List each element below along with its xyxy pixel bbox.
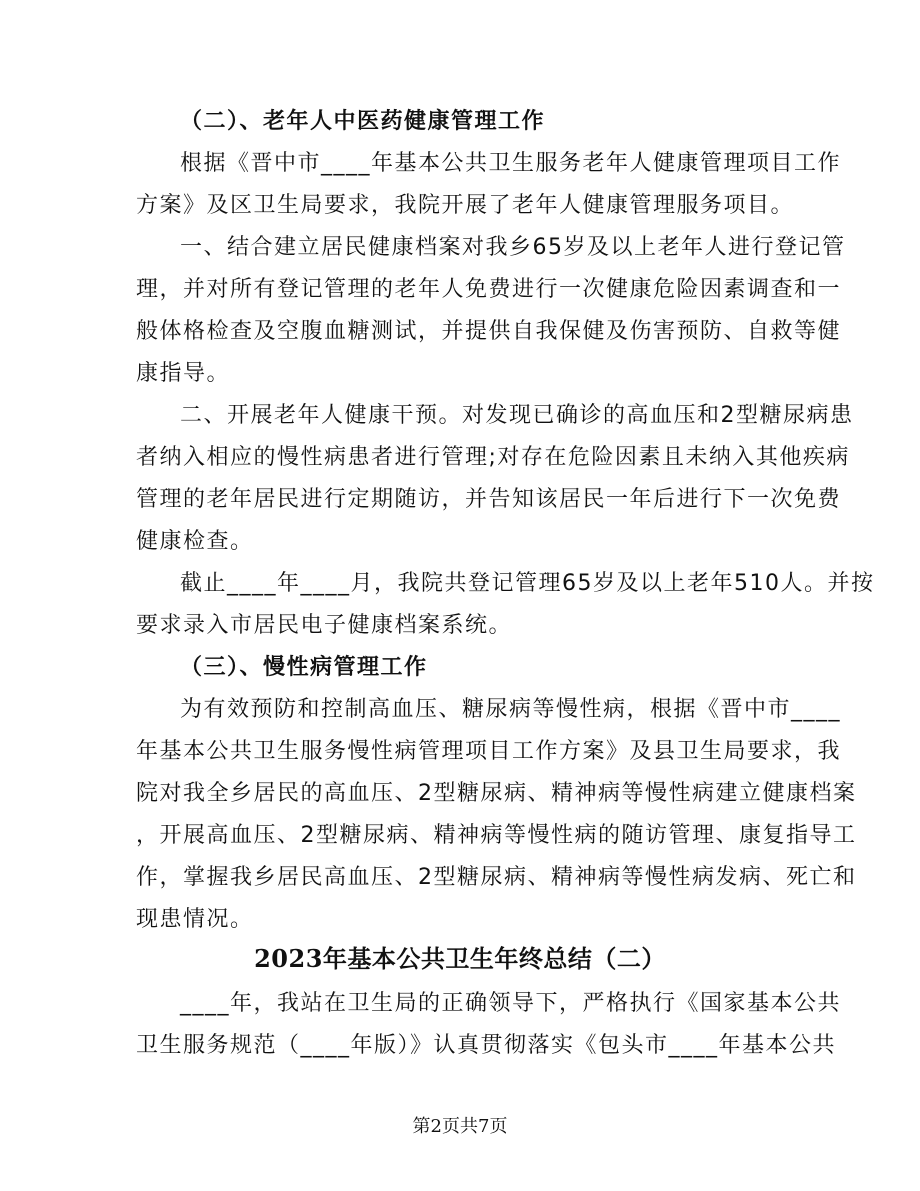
paragraph-line: 康指导。	[136, 361, 231, 386]
document-section-title: 2023年基本公共卫生年终总结（二）	[254, 944, 666, 973]
paragraph-line: 者纳入相应的慢性病患者进行管理;对存在危险因素且未纳入其他疾病	[136, 445, 850, 470]
paragraph-line: 根据《晋中市____年基本公共卫生服务老年人健康管理项目工作	[180, 151, 842, 176]
paragraph-line: 一、结合建立居民健康档案对我乡65岁及以上老年人进行登记管	[180, 235, 846, 260]
paragraph-line: 管理的老年居民进行定期随访，并告知该居民一年后进行下一次免费	[136, 487, 842, 512]
paragraph-line: 般体格检查及空腹血糖测试，并提供自我保健及伤害预防、自救等健	[136, 319, 842, 344]
paragraph-line: 院对我全乡居民的高血压、2型糖尿病、精神病等慢性病建立健康档案	[136, 781, 857, 806]
paragraph-line: 为有效预防和控制高血压、糖尿病等慢性病，根据《晋中市____	[180, 697, 842, 722]
section-heading-elderly-tcm: （二）、老年人中医药健康管理工作	[180, 109, 546, 134]
paragraph-line: 理，并对所有登记管理的老年人免费进行一次健康危险因素调查和一	[136, 277, 842, 302]
page-number-footer: 第2页共7页	[412, 1116, 508, 1137]
paragraph-line: 健康检查。	[136, 529, 254, 554]
paragraph-line: 方案》及区卫生局要求，我院开展了老年人健康管理服务项目。	[136, 193, 795, 218]
paragraph-line: 二、开展老年人健康干预。对发现已确诊的高血压和2型糖尿病患	[180, 403, 854, 428]
paragraph-line: 截止____年____月，我院共登记管理65岁及以上老年510人。并按	[180, 571, 875, 596]
paragraph-line: 作，掌握我乡居民高血压、2型糖尿病、精神病等慢性病发病、死亡和	[136, 865, 857, 890]
paragraph-line: ，开展高血压、2型糖尿病、精神病等慢性病的随访管理、康复指导工	[136, 823, 857, 848]
paragraph-line: 卫生服务规范（____年版）》认真贯彻落实《包头市____年基本公共	[136, 1033, 837, 1058]
section-heading-chronic-disease: （三）、慢性病管理工作	[180, 655, 428, 680]
paragraph-line: ____年，我站在卫生局的正确领导下，严格执行《国家基本公共	[180, 991, 842, 1016]
paragraph-line: 年基本公共卫生服务慢性病管理项目工作方案》及县卫生局要求，我	[136, 739, 842, 764]
paragraph-line: 现患情况。	[136, 907, 254, 932]
paragraph-line: 要求录入市居民电子健康档案系统。	[136, 613, 513, 638]
